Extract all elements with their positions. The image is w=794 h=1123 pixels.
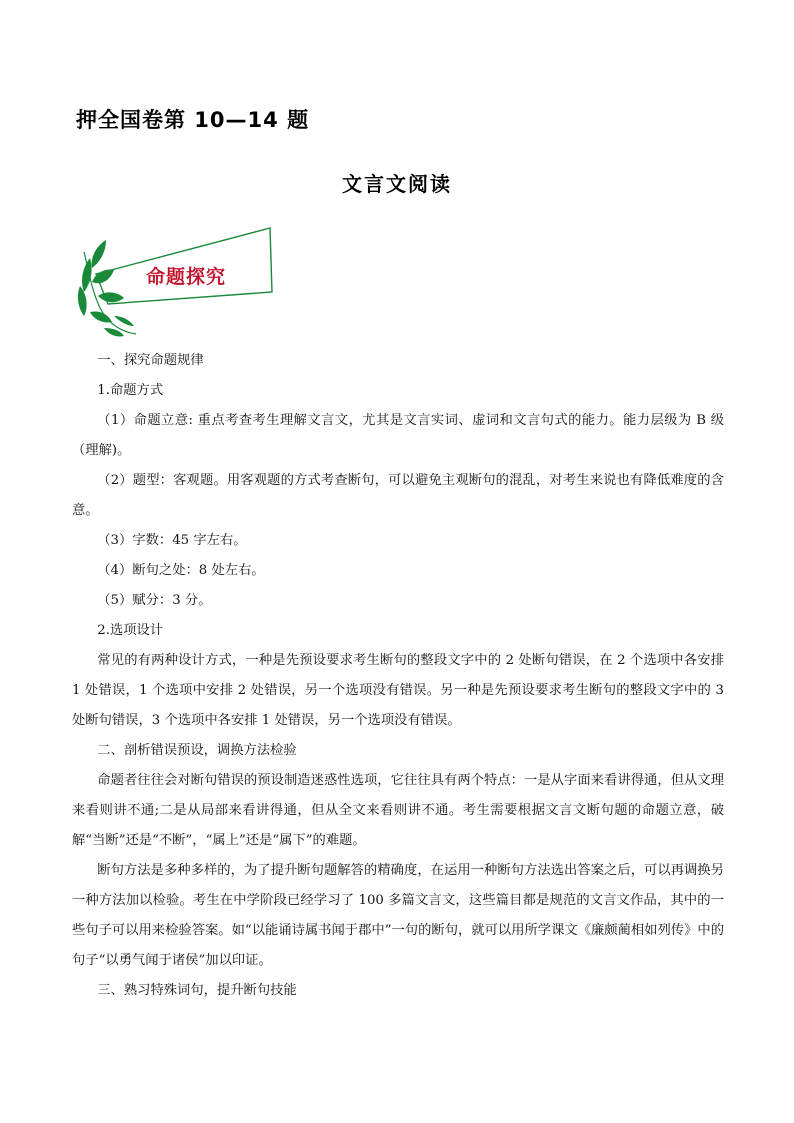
- document-body: [72, 346, 724, 1006]
- paragraph: （4）断句之处：8 处左右。: [97, 563, 265, 578]
- paragraph: （3）字数：45 字左右。: [97, 533, 247, 548]
- subsection-heading: 2.选项设计: [97, 623, 164, 638]
- paragraph: 命题者往往会对断句错误的预设制造迷惑性选项，它往往具有两个特点：一是从字面来看讲得通，但从文理来看则讲不通;二是从局部来看讲得通，但从全文来看则讲不通。考生需要根据文言文断句题的命题立意，破解“当断”还是“不断”，“属上”还是“属下”的难题。: [72, 773, 724, 848]
- section-heading: 二、剖析错误预设，调换方法检验: [97, 743, 297, 758]
- section-heading: 一、探究命题规律: [97, 353, 204, 368]
- paragraph: （2）题型：客观题。用客观题的方式考查断句，可以避免主观断句的混乱，对考生来说也有降低难度的含意。: [72, 473, 724, 518]
- banner-label: 命题探究: [146, 266, 227, 288]
- page-title: 文言文阅读: [342, 172, 452, 196]
- header-title: 押全国卷第 10—14 题: [76, 108, 310, 132]
- paragraph: 常见的有两种设计方式，一种是先预设要求考生断句的整段文字中的 2 处断句错误，在 2 个选项中各安排 1 处错误，1 个选项中安排 2 处错误，另一个选项没有错误。另一种是先预设要求考生断句的整段文字中的 3 处断句错误，3 个选项中各安排 1 处错误，另一个选项没有错误。: [72, 653, 724, 728]
- section-heading: 三、熟习特殊词句，提升断句技能: [97, 983, 297, 998]
- paragraph: （1）命题立意: 重点考查考生理解文言文，尤其是文言实词、虚词和文言句式的能力。能力层级为 B 级（理解)。: [72, 413, 724, 458]
- paragraph: （5）赋分：3 分。: [97, 593, 212, 608]
- subsection-heading: 1.命题方式: [97, 383, 164, 398]
- paragraph: 断句方法是多种多样的，为了提升断句题解答的精确度，在运用一种断句方法选出答案之后，可以再调换另一种方法加以检验。考生在中学阶段已经学习了 100 多篇文言文，这些篇目都是规范的文言文作品，其中的一些句子可以用来检验答案。如“以能诵诗属书闻于郡中”一句的断句，就可以用所学课文《廉颇蔺相如列传》中的句子“以勇气闻于诸侯”加以印证。: [72, 863, 724, 968]
